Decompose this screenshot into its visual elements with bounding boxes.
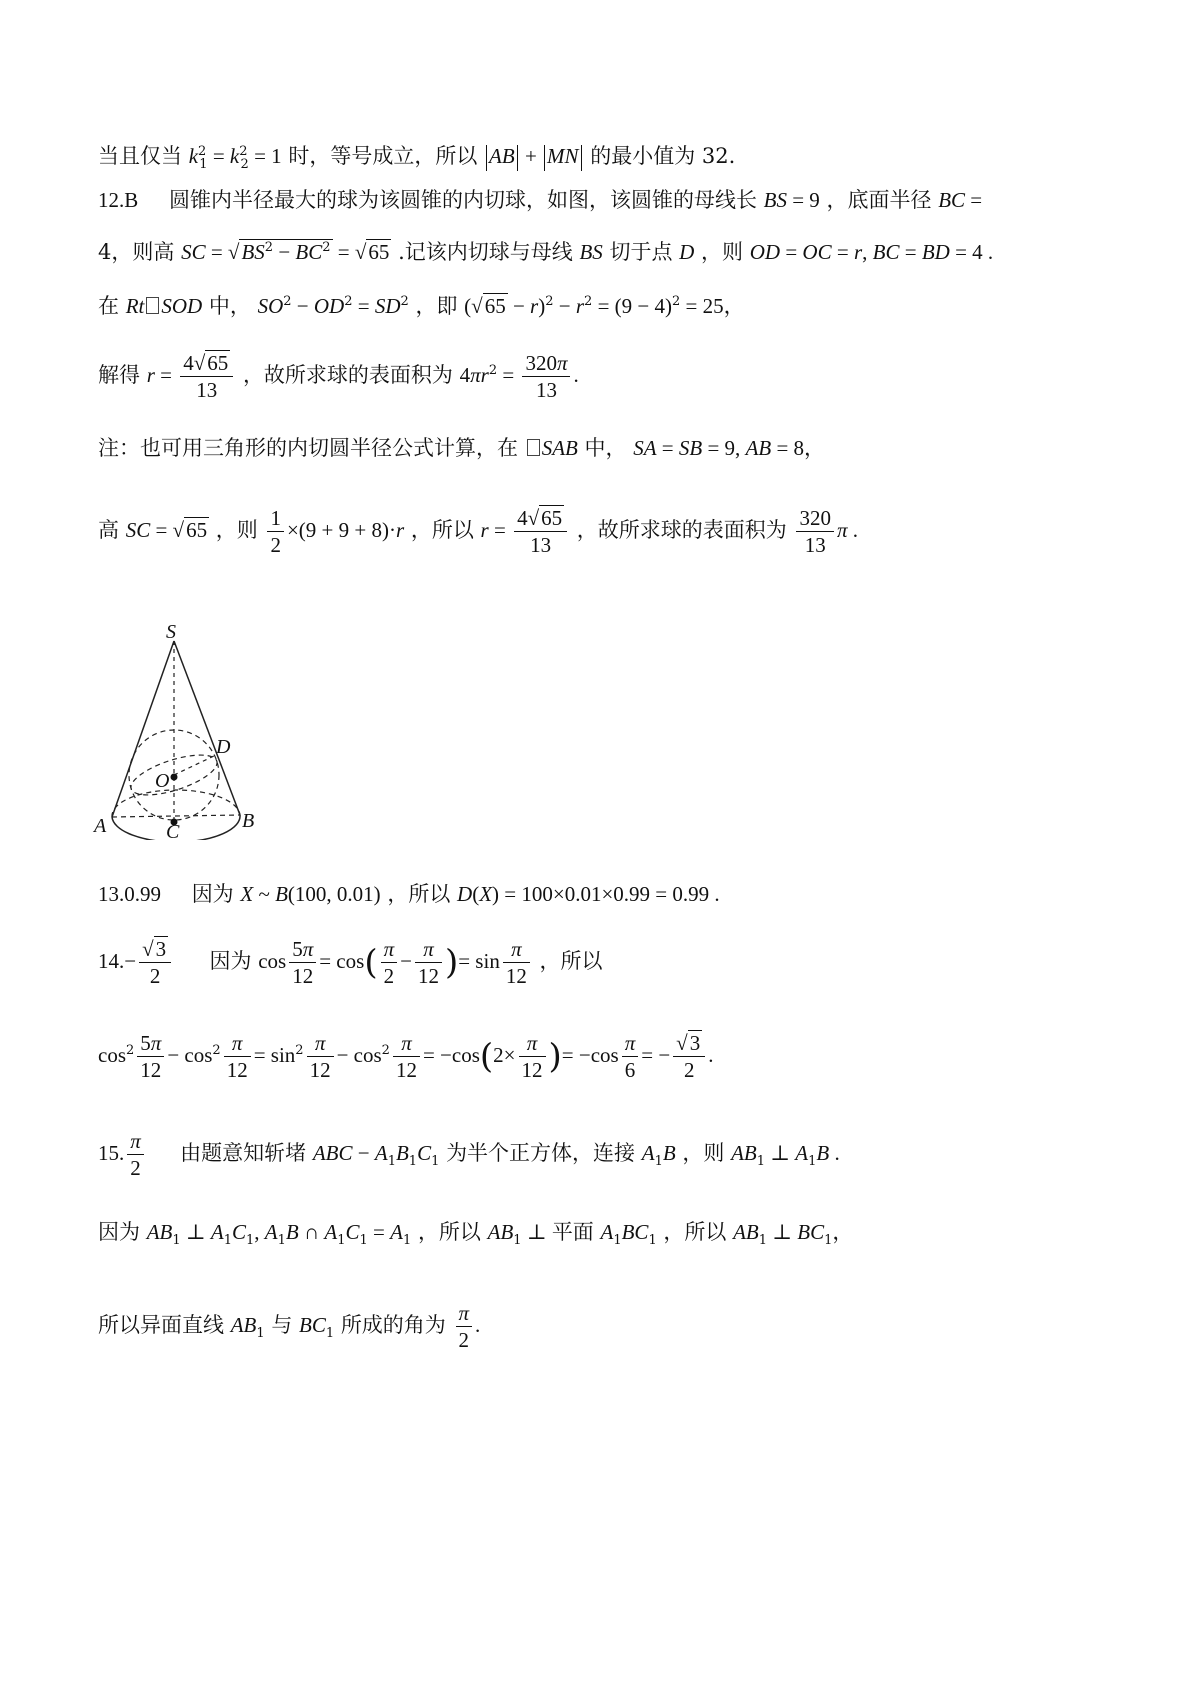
text-line-q14-calc: $\cos^2$ $\frac{5\pi}{12}$ − $\cos^2$ $\frac{\pi}{12}$ = $\sin^2$ $\frac{\pi}{12}$ − $\cos^2$ $\frac{\pi}{12}$ = −cos(2× $\frac{\pi}{12}$ )= −cos $\frac{\pi}{6}$ = − $\frac{√3}{2}$ .: [98, 1031, 714, 1082]
text: 解得: [98, 363, 140, 387]
text-line-4: 在 Rt SOD 中， $SO^2 - OD^2 = SD^2$ ，即 $(√65 - r)^2 - r^2 = (9 - 4)^2 = 25$，: [98, 294, 745, 318]
text: 所成的角为: [340, 1313, 446, 1337]
text: ，所以: [417, 1220, 481, 1244]
text: ，即: [415, 294, 458, 318]
question-number: 12.B: [98, 188, 139, 212]
text: ，则: [682, 1141, 725, 1165]
text-line-3: 4，则高 SC = $√BS^2 - BC^2 = √65$ .记该内切球与母线 BS 切于点 D ，则 OD = OC = r, BC = BD = 4 .: [98, 240, 994, 264]
text-line-6: 注：也可用三角形的内切圆半径公式计算，在 SAB 中， SA = SB = 9, AB = 8，: [98, 436, 826, 460]
text-line-17: 所以异面直线 $AB_1$ 与 $BC_1$ 所成的角为 $\frac{\pi}{2}$ .: [98, 1301, 481, 1352]
text: ，所以: [663, 1220, 727, 1244]
label-D: D: [216, 736, 231, 758]
text: 当且仅当: [98, 144, 182, 168]
question-number: 15.: [98, 1141, 125, 1165]
question-number: 14.: [98, 949, 125, 973]
text: 中，: [208, 294, 251, 318]
text-line-5: 解得 r = $\frac{4√65}{13}$ ，故所求球的表面积为 $4\pi r^2$ = $\frac{320\pi}{13}$ .: [98, 351, 579, 402]
text: ，则: [215, 518, 258, 542]
text: 因为: [209, 949, 252, 973]
text: 因为: [98, 1220, 140, 1244]
text: 注：也可用三角形的内切圆半径公式计算，在: [98, 436, 518, 460]
text-line-q15: 15. $\frac{\pi}{2}$ 由题意知斩堵 ABC − $A_1B_1C_1$ 为半个正方体，连接 $A_1B$ ，则 $AB_1$ ⊥ $A_1B$ .: [98, 1129, 840, 1180]
text: ，故所求球的表面积为: [576, 518, 787, 542]
text: 为半个正方体，连接: [446, 1141, 636, 1165]
text: 在: [98, 294, 119, 318]
question-number: 13.0.99: [98, 882, 161, 906]
text: ，所以: [539, 949, 603, 973]
text: 时，等号成立，所以: [288, 144, 478, 168]
text: 与: [271, 1313, 293, 1337]
text-line-q14: 14.− $\frac{√3}{2}$ 因为 cos $\frac{5\pi}{12}$ = cos( $\frac{\pi}{2}$ − $\frac{\pi}{12}$ )= sin $\frac{\pi}{12}$ ，所以: [98, 937, 603, 988]
text: ，则: [701, 240, 744, 264]
text: ，所以: [410, 518, 474, 542]
text: 高: [98, 518, 119, 542]
text: ，故所求球的表面积为: [242, 363, 453, 387]
text: 平面: [551, 1220, 594, 1244]
text: 中，: [584, 436, 627, 460]
text: ，所以: [387, 882, 451, 906]
text: 的最小值为 32.: [590, 144, 736, 168]
text: 由题意知斩堵: [180, 1141, 307, 1165]
text: 因为: [191, 882, 234, 906]
label-S: S: [166, 625, 176, 643]
label-C: C: [166, 821, 180, 840]
label-B: B: [242, 810, 255, 832]
text-line-1: 当且仅当 $k^2_1 = k^2_2 = 1$ 时，等号成立，所以 AB + MN 的最小值为 32.: [98, 144, 736, 173]
text-line-q13: 13.0.99 因为 X ~ B(100, 0.01) ，所以 D(X) = 100×0.01×0.99 = 0.99 .: [98, 882, 720, 906]
text-line-2: 12.B 圆锥内半径最大的球为该圆锥的内切球，如图，该圆锥的母线长 BS = 9 ，底面半径 BC =: [98, 188, 983, 212]
text: 所以异面直线: [98, 1313, 224, 1337]
text: .记该内切球与母线: [398, 240, 573, 264]
text: 切于点: [609, 240, 673, 264]
text: 圆锥内半径最大的球为该圆锥的内切球，如图，该圆锥的母线长: [168, 188, 757, 212]
text: 4，则高: [98, 240, 175, 264]
text-line-16: 因为 $AB_1$ ⊥ $A_1C_1$, $A_1B$ ∩ $A_1C_1 = A_1$ ，所以 $AB_1$ ⊥ 平面 $A_1BC_1$ ，所以 $AB_1$ ⊥ $BC_1$，: [98, 1220, 854, 1249]
label-O: O: [155, 770, 170, 792]
cone-figure: [92, 625, 282, 840]
text-line-7: 高 SC = √65 ，则 $\frac{1}{2}$ ×(9 + 9 + 8)·r ，所以 r = $\frac{4√65}{13}$ ，故所求球的表面积为 $\frac{320}{13}$ π .: [98, 506, 858, 557]
label-A: A: [94, 815, 107, 837]
text: ，底面半径: [826, 188, 932, 212]
